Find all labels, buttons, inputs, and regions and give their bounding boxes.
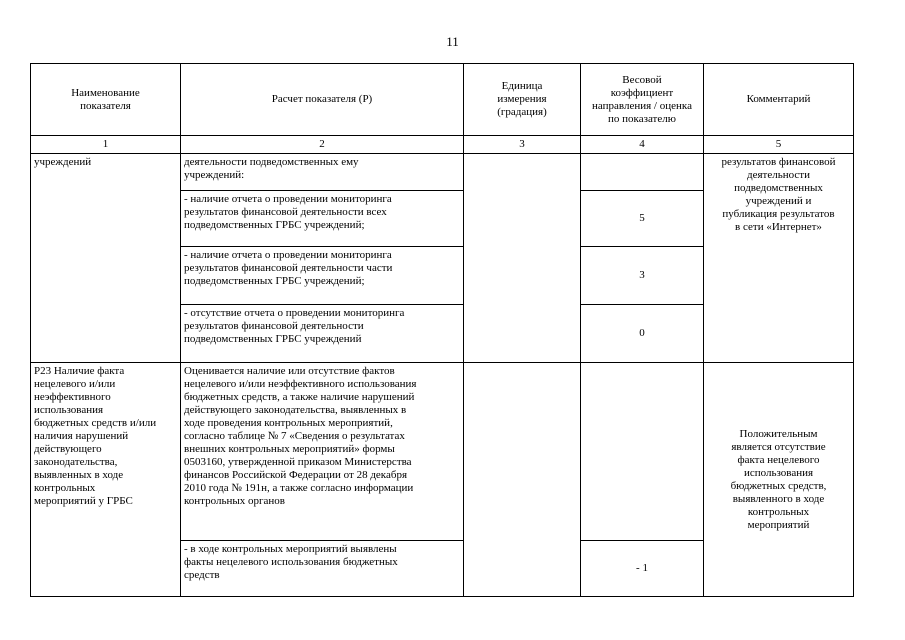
calculation-text: - в ходе контрольных мероприятий выявлены факты нецелевого использования бюджетных средств <box>181 541 464 597</box>
header-weight: Весовой коэффициент направления / оценка по показателю <box>581 64 704 136</box>
header-calculation: Расчет показателя (Р) <box>181 64 464 136</box>
score-value: 5 <box>581 191 704 247</box>
calculation-text: - отсутствие отчета о проведении мониторинга результатов финансовой деятельности подведомственных ГРБС учреждений <box>181 305 464 363</box>
calculation-text: - наличие отчета о проведении мониторинга результатов финансовой деятельности всех подведомственных ГРБС учреждений; <box>181 191 464 247</box>
score-cell <box>581 154 704 191</box>
table-row <box>31 154 854 191</box>
header-unit: Единица измерения (градация) <box>464 64 581 136</box>
column-number: 5 <box>704 136 854 154</box>
header-indicator-name: Наименование показателя <box>31 64 181 136</box>
indicator-table <box>30 63 854 597</box>
column-number: 3 <box>464 136 581 154</box>
calculation-text: - наличие отчета о проведении мониторинга результатов финансовой деятельности части подведомственных ГРБС учреждений; <box>181 247 464 305</box>
score-value: 0 <box>581 305 704 363</box>
score-value: 3 <box>581 247 704 305</box>
indicator-name: учреждений <box>31 154 181 363</box>
comment-text: результатов финансовой деятельности подведомственных учреждений и публикация результатов в сети «Интернет» <box>704 154 854 363</box>
column-number: 2 <box>181 136 464 154</box>
comment-text: Положительным является отсутствие факта нецелевого использования бюджетных средств, выявленного в ходе контрольных мероприятий <box>704 363 854 597</box>
page-number: 11 <box>446 34 459 49</box>
column-number-row <box>31 136 854 154</box>
header-row <box>31 64 854 136</box>
score-cell <box>581 363 704 541</box>
column-number: 1 <box>31 136 181 154</box>
calculation-text: Оценивается наличие или отсутствие фактов нецелевого и/или неэффективного использования бюджетных средств, а также наличие нарушений действующего законодательства, выявленных в ходе проведения контрольных мероприятий, согласно таблице № 7 «Сведения о результатах внешних контрольных мероприятий» формы 0503160, утвержденной приказом Министерства финансов Российской Федерации от 28 декабря 2010 года № 191н, а также согласно информации контрольных органов <box>181 363 464 541</box>
calculation-text: деятельности подведомственных ему учреждений: <box>181 154 464 191</box>
header-comment: Комментарий <box>704 64 854 136</box>
table-row <box>31 363 854 541</box>
unit-cell <box>464 363 581 597</box>
unit-cell <box>464 154 581 363</box>
indicator-name: Р23 Наличие факта нецелевого и/или неэффективного использования бюджетных средств и/или наличия нарушений действующего законодательства, выявленных в ходе контрольных мероприятий у ГРБС <box>31 363 181 597</box>
score-value: - 1 <box>581 541 704 597</box>
column-number: 4 <box>581 136 704 154</box>
